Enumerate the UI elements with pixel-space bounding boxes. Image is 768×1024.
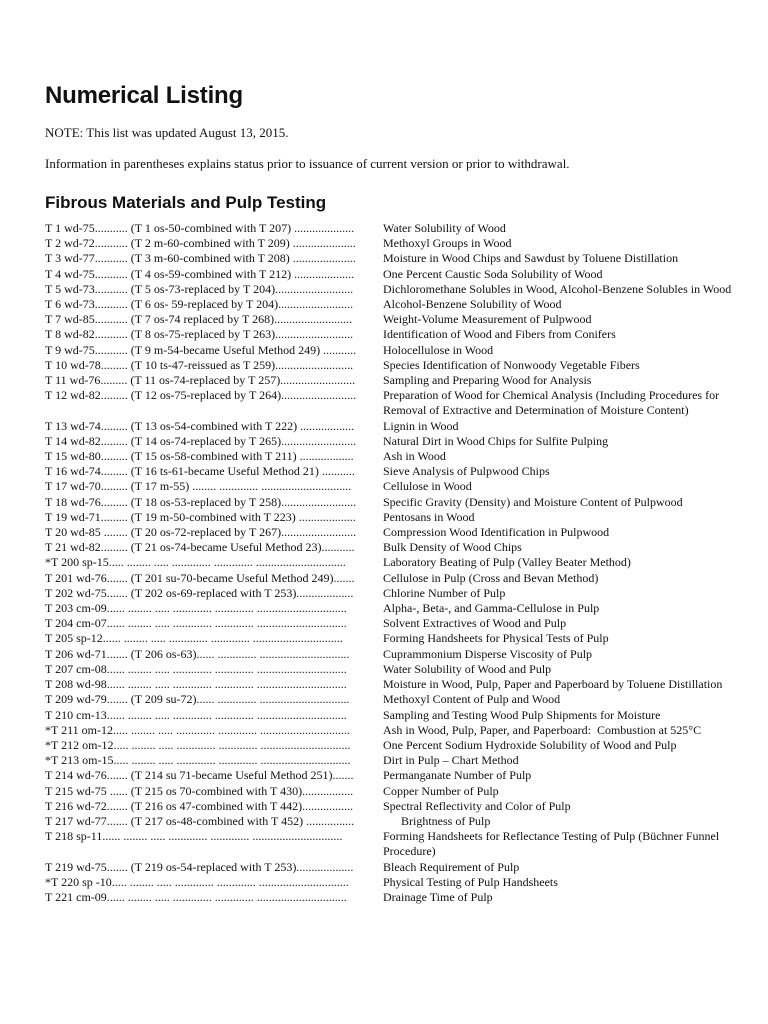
method-title: Forming Handsheets for Reflectance Testing of Pulp (Büchner Funnel Procedure)	[383, 829, 723, 859]
table-row	[45, 829, 735, 859]
method-designation: T 21 wd-82......... (T 21 os-74-became Useful Method 23)...........	[45, 540, 355, 555]
method-title: Lignin in Wood	[383, 418, 459, 433]
method-designation: T 19 wd-71......... (T 19 m-50-combined with T 223) ...................	[45, 509, 356, 524]
method-designation: T 206 wd-71....... (T 206 os-63)...... ............. ..............................	[45, 646, 350, 661]
listing-table	[45, 221, 735, 905]
method-designation: T 20 wd-85 ........ (T 20 os-72-replaced by T 267).........................	[45, 525, 357, 540]
table-row	[45, 419, 735, 434]
method-designation: *T 213 om-15..... ........ ..... ............. ............. ..............................	[45, 753, 351, 768]
table-row	[45, 616, 735, 631]
method-designation: T 1 wd-75........... (T 1 os-50-combined with T 207) ....................	[45, 221, 355, 235]
table-row	[45, 510, 735, 525]
method-designation: T 14 wd-82......... (T 14 os-74-replaced by T 265).........................	[45, 433, 357, 448]
table-row	[45, 343, 735, 358]
method-designation: T 218 sp-11...... ........ ..... ............. ............. ..............................	[45, 829, 343, 844]
method-title: Pentosans in Wood	[383, 509, 475, 524]
method-title: Chlorine Number of Pulp	[383, 585, 506, 600]
method-designation: T 3 wd-77........... (T 3 m-60-combined with T 208) .....................	[45, 251, 356, 266]
method-designation: T 18 wd-76......... (T 18 os-53-replaced by T 258).........................	[45, 494, 357, 509]
method-designation: T 203 cm-09...... ........ ..... ............. ............. ..............................	[45, 601, 347, 616]
method-title: Moisture in Wood, Pulp, Paper and Paperboard by Toluene Distillation	[383, 677, 723, 692]
method-designation: *T 212 om-12..... ........ ..... ............. ............. ..............................	[45, 737, 351, 752]
table-row	[45, 799, 735, 814]
table-row	[45, 479, 735, 494]
method-title: Alpha-, Beta-, and Gamma-Cellulose in Pulp	[383, 601, 600, 616]
table-row	[45, 236, 735, 251]
method-title: Compression Wood Identification in Pulpwood	[383, 525, 610, 540]
table-row	[45, 738, 735, 753]
method-title: Natural Dirt in Wood Chips for Sulfite Pulping	[383, 433, 609, 448]
method-title: Ash in Wood, Pulp, Paper, and Paperboard: Combustion at 525°C	[383, 722, 702, 737]
method-designation: T 204 cm-07...... ........ ..... ............. ............. ..............................	[45, 616, 347, 631]
method-title: Cellulose in Wood	[383, 479, 472, 494]
table-row	[45, 890, 735, 905]
method-designation: T 13 wd-74......... (T 13 os-54-combined with T 222) ..................	[45, 418, 355, 433]
method-title: Methoxyl Content of Pulp and Wood	[383, 692, 561, 707]
table-row	[45, 251, 735, 266]
table-row	[45, 282, 735, 297]
method-designation: T 5 wd-73........... (T 5 os-73-replaced by T 204)..........................	[45, 281, 354, 296]
table-row	[45, 358, 735, 373]
method-designation: T 6 wd-73........... (T 6 os- 59-replaced by T 204).........................	[45, 297, 354, 312]
method-designation: *T 200 sp-15..... ........ ..... ............. ............. ..............................	[45, 555, 346, 570]
method-designation: T 215 wd-75 ...... (T 215 os 70-combined with T 430).................	[45, 783, 354, 798]
method-designation: T 217 wd-77....... (T 217 os-48-combined with T 452) ................	[45, 813, 355, 828]
table-row	[45, 860, 735, 875]
method-designation: T 8 wd-82........... (T 8 os-75-replaced by T 263)..........................	[45, 327, 354, 342]
method-title: Methoxyl Groups in Wood	[383, 236, 512, 251]
method-designation: T 10 wd-78......... (T 10 ts-47-reissued as T 259)..........................	[45, 357, 354, 372]
method-designation: T 15 wd-80......... (T 15 os-58-combined with T 211) ..................	[45, 449, 354, 464]
method-designation: T 4 wd-75........... (T 4 os-59-combined with T 212) ....................	[45, 266, 355, 281]
method-title: Ash in Wood	[383, 449, 446, 464]
method-designation: T 201 wd-76....... (T 201 su-70-became Useful Method 249).......	[45, 570, 355, 585]
method-title: Identification of Wood and Fibers from Conifers	[383, 327, 616, 342]
method-designation: T 9 wd-75........... (T 9 m-54-became Useful Method 249) ...........	[45, 342, 357, 357]
table-row	[45, 388, 735, 418]
method-designation: T 209 wd-79....... (T 209 su-72)...... ............. ..............................	[45, 692, 350, 707]
table-row	[45, 631, 735, 646]
method-designation: T 207 cm-08...... ........ ..... ............. ............. ..............................	[45, 661, 347, 676]
table-row	[45, 312, 735, 327]
update-note: NOTE: This list was updated August 13, 2015.	[45, 125, 289, 140]
method-designation: *T 211 om-12..... ........ ..... ............. ............. ..............................	[45, 722, 350, 737]
table-row	[45, 434, 735, 449]
table-row	[45, 540, 735, 555]
table-row	[45, 662, 735, 677]
method-title: Brightness of Pulp	[383, 813, 491, 828]
method-title: Laboratory Beating of Pulp (Valley Beater Method)	[383, 555, 631, 570]
method-title: Cellulose in Pulp (Cross and Bevan Method)	[383, 570, 599, 585]
table-row	[45, 555, 735, 570]
method-title: Drainage Time of Pulp	[383, 889, 493, 904]
method-title: Water Solubility of Wood	[383, 221, 506, 235]
method-title: Dirt in Pulp – Chart Method	[383, 753, 519, 768]
info-text: Information in parentheses explains status prior to issuance of current version or prior to withdrawal.	[45, 156, 570, 171]
method-title: Permanganate Number of Pulp	[383, 768, 532, 783]
method-title: Spectral Reflectivity and Color of Pulp	[383, 798, 571, 813]
method-title: Water Solubility of Wood and Pulp	[383, 661, 552, 676]
method-designation: T 221 cm-09...... ........ ..... ............. ............. ..............................	[45, 889, 347, 904]
table-row	[45, 677, 735, 692]
table-row	[45, 327, 735, 342]
table-row	[45, 753, 735, 768]
table-row	[45, 464, 735, 479]
method-designation: T 208 wd-98...... ........ ..... ............. ............. ..............................	[45, 677, 347, 692]
method-title: Holocellulose in Wood	[383, 342, 494, 357]
method-title: Moisture in Wood Chips and Sawdust by Toluene Distillation	[383, 251, 679, 266]
table-row	[45, 723, 735, 738]
method-designation: T 2 wd-72........... (T 2 m-60-combined with T 209) .....................	[45, 236, 356, 251]
method-title: Sampling and Preparing Wood for Analysis	[383, 373, 592, 388]
table-row	[45, 784, 735, 799]
table-row	[45, 495, 735, 510]
table-row	[45, 525, 735, 540]
table-row	[45, 586, 735, 601]
method-title: Species Identification of Nonwoody Vegetable Fibers	[383, 357, 640, 372]
table-row	[45, 768, 735, 783]
method-designation: T 216 wd-72....... (T 216 os 47-combined with T 442).................	[45, 798, 354, 813]
table-row	[45, 571, 735, 586]
table-row	[45, 449, 735, 464]
method-title: Dichloromethane Solubles in Wood, Alcohol-Benzene Solubles in Wood	[383, 281, 732, 296]
table-row	[45, 601, 735, 616]
method-title: Solvent Extractives of Wood and Pulp	[383, 616, 567, 631]
table-row	[45, 297, 735, 312]
method-designation: T 202 wd-75....... (T 202 os-69-replaced with T 253)...................	[45, 585, 354, 600]
table-row	[45, 373, 735, 388]
method-title: Bleach Requirement of Pulp	[383, 859, 520, 874]
method-designation: T 7 wd-85........... (T 7 os-74 replaced by T 268)..........................	[45, 312, 353, 327]
method-title: Copper Number of Pulp	[383, 783, 499, 798]
table-row	[45, 708, 735, 723]
method-title: Sieve Analysis of Pulpwood Chips	[383, 464, 550, 479]
method-designation: T 205 sp-12...... ........ ..... ............. ............. ..............................	[45, 631, 343, 646]
table-row	[45, 814, 735, 829]
method-title: Preparation of Wood for Chemical Analysis (Including Procedures for Removal of Extractive and Determination of Moisture Content)	[383, 388, 723, 418]
method-designation: T 17 wd-70......... (T 17 m-55) ........ ............. ..............................	[45, 479, 352, 494]
method-designation: *T 220 sp -10..... ........ ..... ............. ............. ..............................	[45, 874, 349, 889]
table-row	[45, 221, 735, 236]
method-title: Sampling and Testing Wood Pulp Shipments for Moisture	[383, 707, 661, 722]
method-designation: T 210 cm-13...... ........ ..... ............. ............. ..............................	[45, 707, 347, 722]
section-title: Fibrous Materials and Pulp Testing	[45, 193, 327, 212]
table-row	[45, 875, 735, 890]
method-title: Specific Gravity (Density) and Moisture Content of Pulpwood	[383, 494, 683, 509]
method-title: Cuprammonium Disperse Viscosity of Pulp	[383, 646, 593, 661]
table-row	[45, 692, 735, 707]
page-title: Numerical Listing	[45, 82, 243, 109]
method-designation: T 214 wd-76....... (T 214 su 71-became Useful Method 251).......	[45, 768, 354, 783]
method-title: Physical Testing of Pulp Handsheets	[383, 874, 558, 889]
method-title: Weight-Volume Measurement of Pulpwood	[383, 312, 592, 327]
method-designation: T 12 wd-82......... (T 12 os-75-replaced by T 264).........................	[45, 388, 357, 403]
method-title: Bulk Density of Wood Chips	[383, 540, 522, 555]
method-title: One Percent Caustic Soda Solubility of Wood	[383, 266, 603, 281]
method-title: One Percent Sodium Hydroxide Solubility of Wood and Pulp	[383, 737, 677, 752]
method-title: Alcohol-Benzene Solubility of Wood	[383, 297, 562, 312]
table-row	[45, 267, 735, 282]
method-designation: T 11 wd-76......... (T 11 os-74-replaced by T 257).........................	[45, 373, 356, 388]
method-title: Forming Handsheets for Physical Tests of Pulp	[383, 631, 609, 646]
method-designation: T 16 wd-74......... (T 16 ts-61-became Useful Method 21) ...........	[45, 464, 355, 479]
method-designation: T 219 wd-75....... (T 219 os-54-replaced with T 253)...................	[45, 859, 354, 874]
table-row	[45, 647, 735, 662]
